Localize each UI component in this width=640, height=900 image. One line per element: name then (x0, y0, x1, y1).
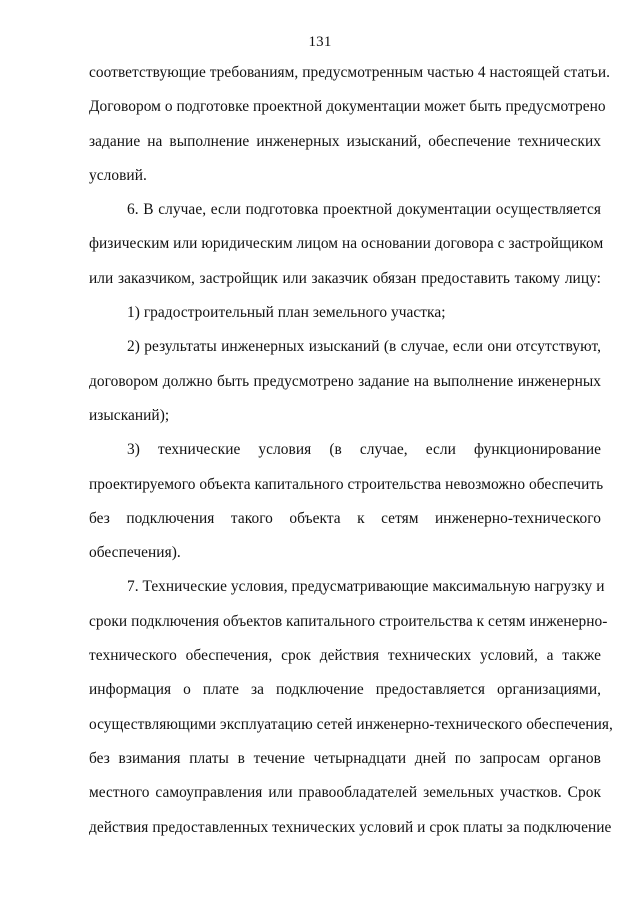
text-line: 3) технические условия (в случае, если функционирование (127, 441, 601, 459)
text-line: договором должно быть предусмотрено задание на выполнение инженерных (89, 372, 601, 390)
text-line: осуществляющими эксплуатацию сетей инженерно-технического обеспечения, (89, 715, 613, 733)
paragraph-item-7 (89, 570, 613, 844)
paragraph-item-6 (89, 193, 604, 296)
text-line: физическим или юридическим лицом на основании договора с застройщиком (89, 235, 604, 253)
paragraph-continuation (89, 56, 611, 193)
page-number: 131 (308, 34, 332, 50)
text-line: задание на выполнение инженерных изысканий, обеспечение технических (89, 132, 601, 150)
text-line: изысканий); (89, 406, 170, 424)
text-line: без подключения такого объекта к сетям инженерно-технического (89, 509, 601, 527)
text-line: соответствующие требованиям, предусмотренным частью 4 настоящей статьи. (89, 64, 611, 81)
text-line: технического обеспечения, срок действия технических условий, а также (89, 647, 601, 665)
text-line: или заказчиком, застройщик или заказчик обязан предоставить такому лицу: (89, 269, 601, 287)
paragraph-subitem-1 (89, 296, 601, 330)
text-line: Договором о подготовке проектной документации может быть предусмотрено (89, 98, 606, 116)
text-line: сроки подключения объектов капитального строительства к сетям инженерно- (89, 612, 608, 630)
text-line: действия предоставленных технических условий и срок платы за подключение (89, 818, 612, 836)
text-line: местного самоуправления или правообладателей земельных участков. Срок (89, 784, 601, 802)
text-line: 7. Технические условия, предусматривающие максимальную нагрузку и (127, 578, 605, 596)
text-line: обеспечения). (89, 544, 181, 562)
text-line: 1) градостроительный план земельного участка; (127, 304, 446, 322)
paragraph-subitem-3 (89, 433, 604, 570)
document-body (89, 56, 613, 845)
text-line: информация о плате за подключение предоставляется организациями, (89, 681, 601, 699)
text-line: проектируемого объекта капитального строительства невозможно обеспечить (89, 475, 604, 493)
paragraph-subitem-2 (89, 330, 601, 433)
text-line: без взимания платы в течение четырнадцати дней по запросам органов (89, 749, 601, 767)
text-line: условий. (89, 166, 147, 184)
text-line: 6. В случае, если подготовка проектной документации осуществляется (127, 201, 601, 219)
text-line: 2) результаты инженерных изысканий (в случае, если они отсутствуют, (127, 338, 601, 356)
